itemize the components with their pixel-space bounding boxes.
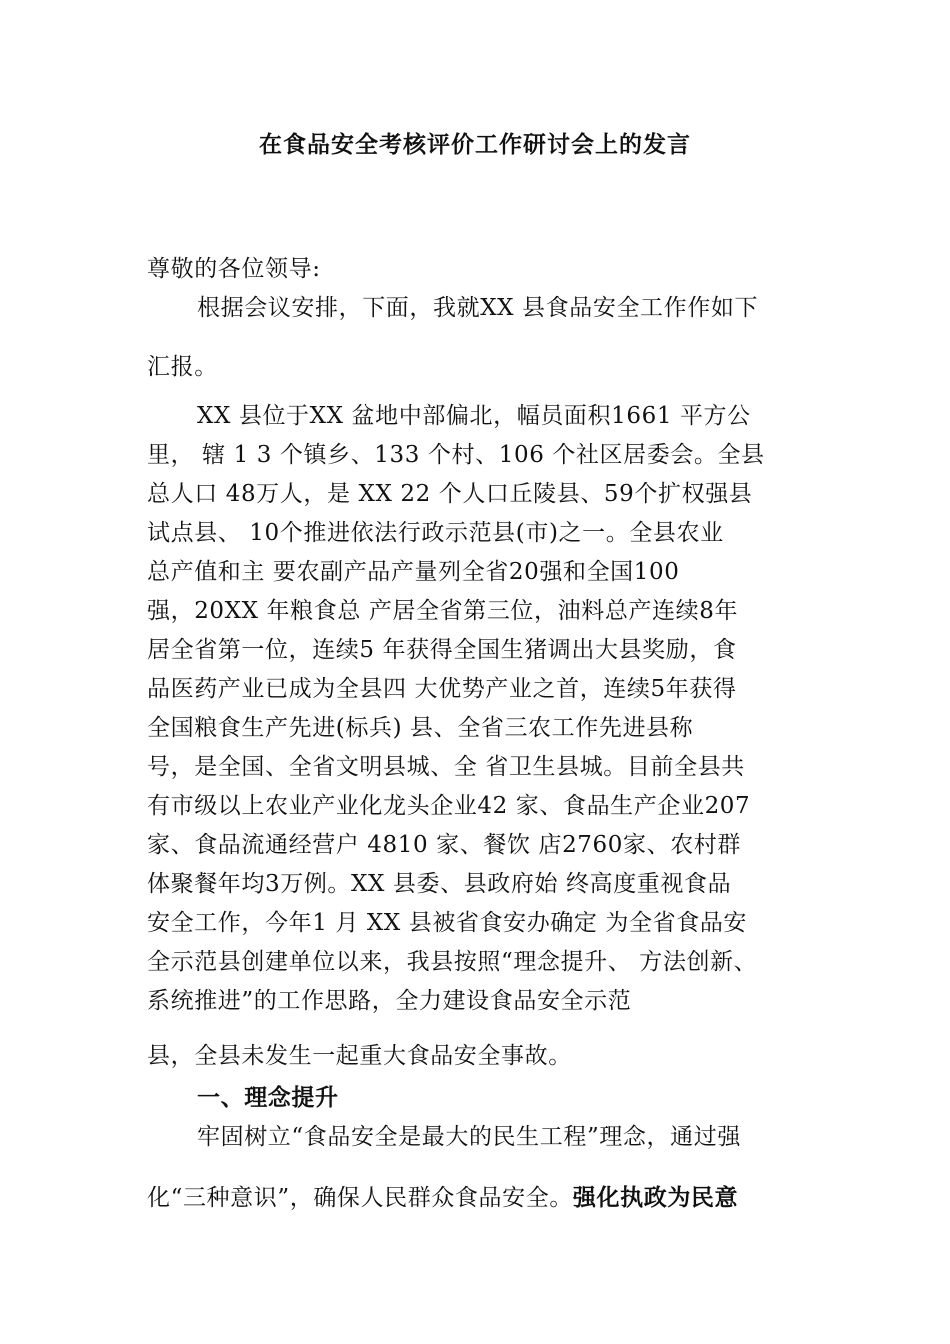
closing-line: 县，全县未发生一起重大食品安全事故。 [147,1043,572,1069]
body-line: 系统推进”的工作思路，全力建设食品安全示范 [147,988,632,1014]
section-heading: 一、理念提升 [197,1085,339,1111]
intro-line: 根据会议安排，下面，我就XX 县食品安全工作作如下 [197,295,759,321]
body-line: 有市级以上农业产业化龙头企业42 家、食品生产企业207 [147,793,751,819]
body-line: 总产值和主 要农副产品产量列全省20强和全国100 [147,559,680,585]
body-line: 家、食品流通经营户 4810 家、餐饮 店2760家、农村群 [147,832,741,858]
section-line-text: 化“三种意识”，确保人民群众食品安全。 [147,1185,573,1211]
intro-line: 汇报。 [147,354,218,380]
body-line: 号，是全国、全省文明县城、全 省卫生县城。目前全县共 [147,754,745,780]
body-line: 全示范县创建单位以来，我县按照“理念提升、 方法创新、 [147,949,758,975]
document-title: 在食品安全考核评价工作研讨会上的发言 [259,132,691,158]
body-line: 居全省第一位，连续5 年获得全国生猪调出大县奖励，食 [147,637,737,663]
salutation: 尊敬的各位领导: [147,256,321,282]
body-line: 安全工作，今年1 月 XX 县被省食安办确定 为全省食品安 [147,910,748,936]
body-line: 品医药产业已成为全县四 大优势产业之首，连续5年获得 [147,676,737,702]
section-line-with-bold [147,1183,738,1213]
body-line: 试点县、 10个推进依法行政示范县(市)之一。全县农业 [147,520,724,546]
body-line: 里， 辖 1 3 个镇乡、133 个村、106 个社区居委会。全县 [147,442,765,468]
body-line: 体聚餐年均3万例。XX 县委、县政府始 终高度重视食品 [147,871,732,897]
body-line: 总人口 48万人，是 XX 22 个人口丘陵县、59个扩权强县 [147,481,753,507]
bold-emphasis-text: 强化执政为民意 [572,1185,739,1211]
body-line: XX 县位于XX 盆地中部偏北，幅员面积1661 平方公 [197,403,751,429]
section-line: 牢固树立“食品安全是最大的民生工程”理念，通过强 [197,1124,741,1150]
body-line: 全国粮食生产先进(标兵) 县、全省三农工作先进县称 [147,715,694,741]
body-line: 强，20XX 年粮食总 产居全省第三位，油料总产连续8年 [147,598,739,624]
